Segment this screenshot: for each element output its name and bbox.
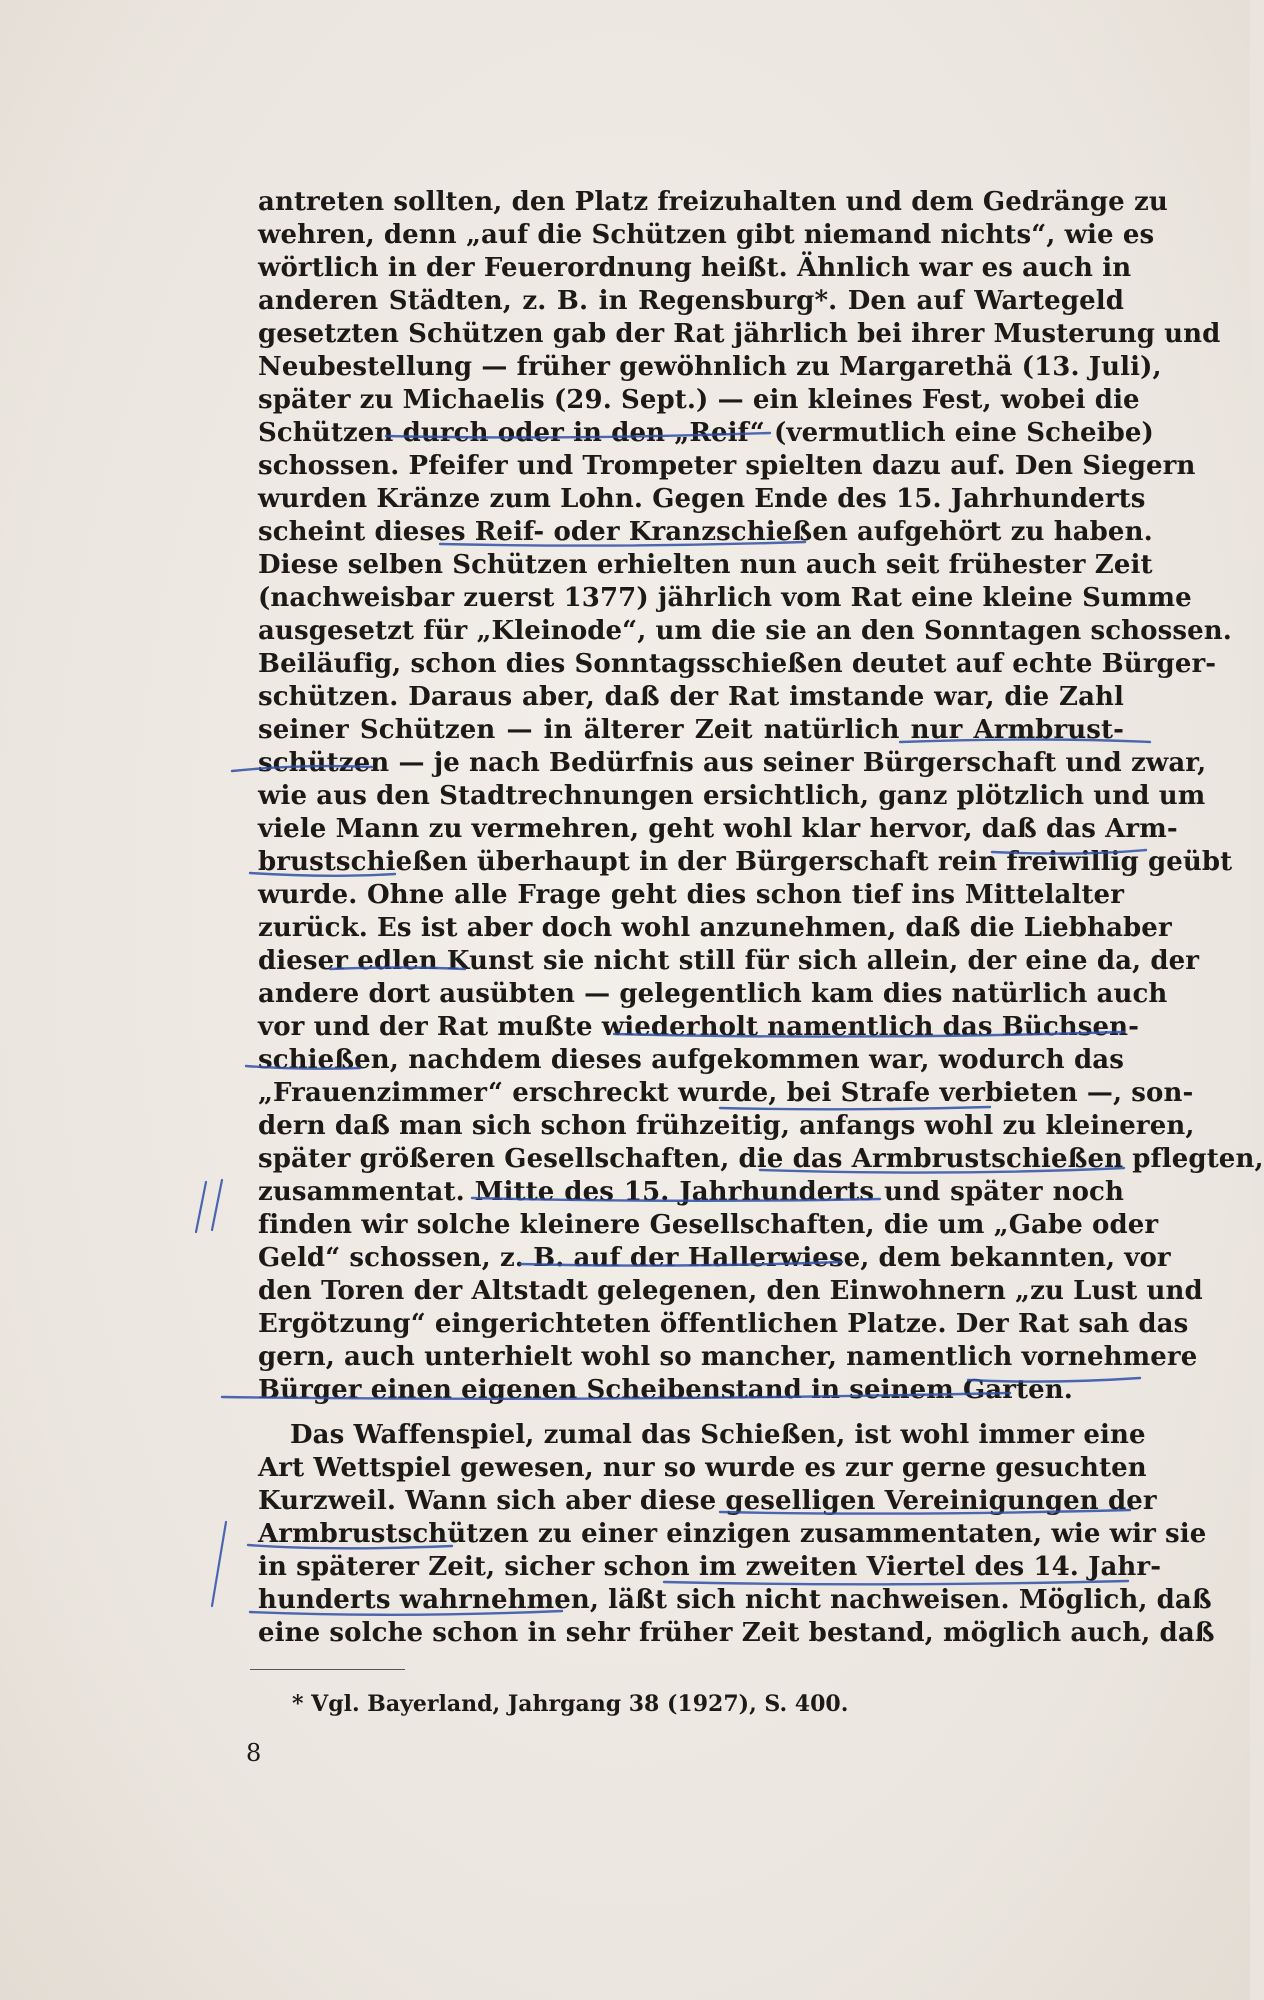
text-line: Geld“ schossen, z. B. auf der Hallerwiese, dem bekannten, vor: [258, 1243, 1171, 1273]
text-line: hunderts wahrnehmen, läßt sich nicht nachweisen. Möglich, daß: [258, 1585, 1212, 1615]
text-line: andere dort ausübten — gelegentlich kam dies natürlich auch: [258, 979, 1168, 1009]
text-line: schützen. Daraus aber, daß der Rat imstande war, die Zahl: [258, 682, 1124, 712]
text-line: schießen, nachdem dieses aufgekommen war, wodurch das: [258, 1045, 1124, 1075]
text-line: brustschießen überhaupt in der Bürgerschaft rein freiwillig geübt: [258, 847, 1233, 877]
text-line: viele Mann zu vermehren, geht wohl klar hervor, daß das Arm-: [258, 814, 1178, 844]
text-line: wörtlich in der Feuerordnung heißt. Ähnlich war es auch in: [258, 253, 1132, 283]
text-line: Bürger einen eigenen Scheibenstand in seinem Garten.: [258, 1375, 1073, 1405]
footnote: * Vgl. Bayerland, Jahrgang 38 (1927), S. 400.: [292, 1691, 849, 1717]
text-line: schützen — je nach Bedürfnis aus seiner Bürgerschaft und zwar,: [258, 748, 1207, 778]
text-line: wurde. Ohne alle Frage geht dies schon tief ins Mittelalter: [258, 880, 1124, 910]
text-line: Schützen durch oder in den „Reif“ (vermutlich eine Scheibe): [258, 418, 1154, 448]
text-line: wie aus den Stadtrechnungen ersichtlich, ganz plötzlich und um: [258, 781, 1206, 811]
text-line: antreten sollten, den Platz freizuhalten und dem Gedränge zu: [258, 187, 1168, 217]
text-line: Ergötzung“ eingerichteten öffentlichen Platze. Der Rat sah das: [258, 1309, 1189, 1339]
text-line: eine solche schon in sehr früher Zeit bestand, möglich auch, daß: [258, 1618, 1215, 1648]
text-line: anderen Städten, z. B. in Regensburg*. Den auf Wartegeld: [258, 286, 1124, 316]
margin-double-line-icon: [196, 1182, 206, 1232]
text-line: Armbrustschützen zu einer einzigen zusammentaten, wie wir sie: [258, 1519, 1207, 1549]
text-line: zusammentat. Mitte des 15. Jahrhunderts und später noch: [258, 1177, 1124, 1207]
text-line: dern daß man sich schon frühzeitig, anfangs wohl zu kleineren,: [258, 1111, 1195, 1141]
text-line: „Frauenzimmer“ erschreckt wurde, bei Strafe verbieten —, son-: [258, 1078, 1194, 1108]
text-line: dieser edlen Kunst sie nicht still für sich allein, der eine da, der: [258, 946, 1200, 976]
text-line: Neubestellung — früher gewöhnlich zu Margarethä (13. Juli),: [258, 352, 1162, 382]
text-line: wurden Kränze zum Lohn. Gegen Ende des 15. Jahrhunderts: [258, 484, 1146, 514]
text-line: finden wir solche kleinere Gesellschaften, die um „Gabe oder: [258, 1210, 1159, 1240]
margin-line-icon: [212, 1522, 226, 1606]
text-line: scheint dieses Reif- oder Kranzschießen aufgehört zu haben.: [258, 517, 1153, 547]
text-line: später größeren Gesellschaften, die das Armbrustschießen pflegten,: [258, 1144, 1264, 1174]
text-line: vor und der Rat mußte wiederholt namentlich das Büchsen-: [258, 1012, 1140, 1042]
text-line: gern, auch unterhielt wohl so mancher, namentlich vornehmere: [258, 1342, 1198, 1372]
text-line: schossen. Pfeifer und Trompeter spielten dazu auf. Den Siegern: [258, 451, 1196, 481]
text-line: Beiläufig, schon dies Sonntagsschießen deutet auf echte Bürger-: [258, 649, 1217, 679]
text-line: zurück. Es ist aber doch wohl anzunehmen, daß die Liebhaber: [258, 913, 1172, 943]
text-line: gesetzten Schützen gab der Rat jährlich bei ihrer Musterung und: [258, 319, 1221, 349]
paragraph-gap: [258, 1407, 1124, 1419]
text-line: ausgesetzt für „Kleinode“, um die sie an den Sonntagen schossen.: [258, 616, 1232, 646]
page-number: 8: [246, 1739, 262, 1767]
text-line: Das Waffenspiel, zumal das Schießen, ist wohl immer eine: [290, 1420, 1146, 1450]
text-line: Diese selben Schützen erhielten nun auch seit frühester Zeit: [258, 550, 1153, 580]
text-line: in späterer Zeit, sicher schon im zweiten Viertel des 14. Jahr-: [258, 1552, 1162, 1582]
body-text: [258, 186, 1264, 1650]
text-line: Art Wettspiel gewesen, nur so wurde es zur gerne gesuchten: [258, 1453, 1147, 1483]
margin-double-line-icon: [212, 1180, 222, 1230]
text-line: Kurzweil. Wann sich aber diese geselligen Vereinigungen der: [258, 1486, 1157, 1516]
footnote-divider: [250, 1669, 405, 1670]
text-line: später zu Michaelis (29. Sept.) — ein kleines Fest, wobei die: [258, 385, 1140, 415]
text-line: seiner Schützen — in älterer Zeit natürlich nur Armbrust-: [258, 715, 1124, 745]
text-line: wehren, denn „auf die Schützen gibt niemand nichts“, wie es: [258, 220, 1155, 250]
text-line: (nachweisbar zuerst 1377) jährlich vom Rat eine kleine Summe: [258, 583, 1192, 613]
text-line: den Toren der Altstadt gelegenen, den Einwohnern „zu Lust und: [258, 1276, 1203, 1306]
